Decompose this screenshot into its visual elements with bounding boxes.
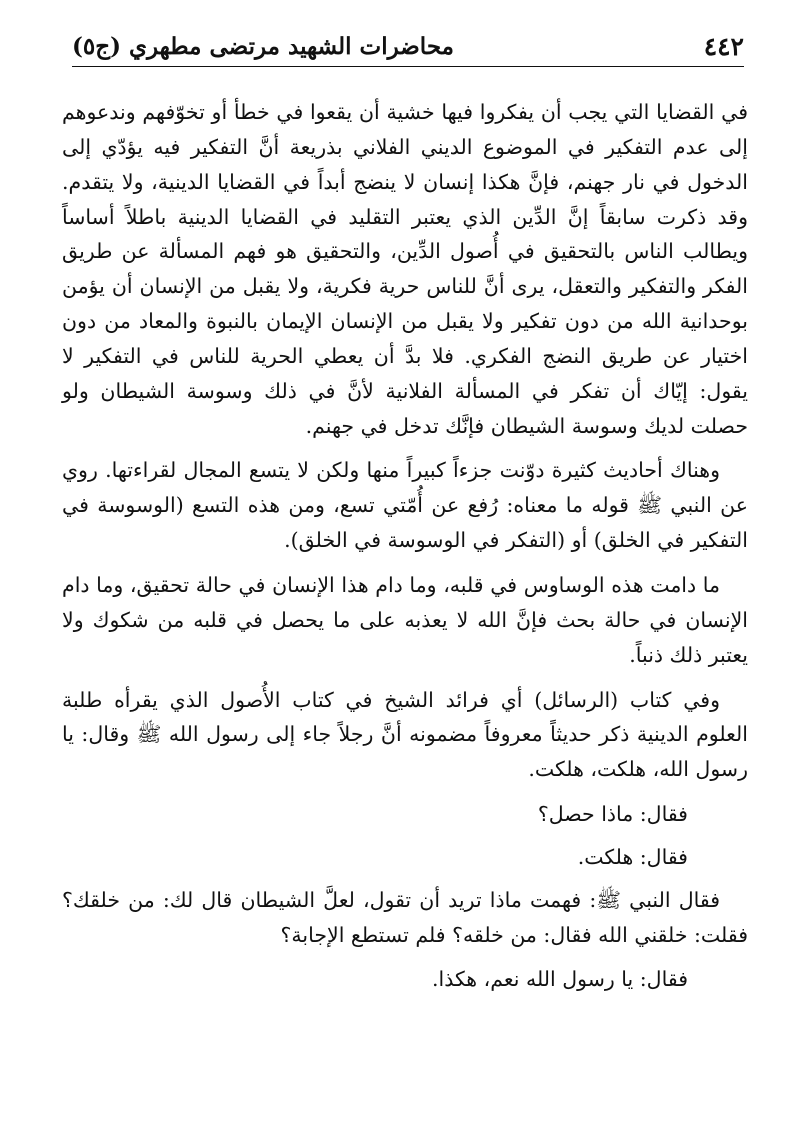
closing-line: فقال: يا رسول الله نعم، هكذا. — [432, 967, 688, 992]
paragraph-1: في القضايا التي يجب أن يفكروا فيها خشية أن يقعوا في خطأ أو تخوّفهم وندعوهم إلى عدم التفكير في الموضوع الديني الفلاني بذريعة أنَّ التفكير فيه يؤدّي إلى الدخول في نار جهنم، فإنَّ هكذا إنسان لا ينضج أبداً في القضايا الدينية، ولا يتقدم. وقد ذكرت سابقاً إنَّ الدِّين الذي يعتبر التقليد في القضايا الدينية باطلاً أساساً ويطالب الناس بالتحقيق في أُصول الدِّين، والتحقيق هو فهم المسألة عن طريق الفكر والتفكير والتعقل، يرى أنَّ للناس حرية فكرية، ولا يقبل من الإنسان أن يؤمن بوحدانية الله من دون تفكير ولا يقبل من الإنسان الإيمان بالنبوة والمعاد من دون اختيار عن طريق النضج الفكري. فلا بدَّ أن يعطي الحرية للناس في التفكير لا يقول: إيّاك أن تفكر في المسألة الفلانية لأنَّ في ذلك وسوسة الشيطان ولو حصلت لديك وسوسة الشيطان فإنَّك تدخل في جهنم. — [62, 100, 748, 438]
page-number: ٤٤٢ — [703, 31, 744, 61]
page-body — [62, 95, 748, 1005]
running-header — [72, 26, 744, 67]
paragraph-3: ما دامت هذه الوساوس في قلبه، وما دام هذا الإنسان في حالة تحقيق، وما دام الإنسان في حالة بحث فإنَّ الله لا يعذبه على ما يحصل في قلبه من شكوك ولا يعتبر ذلك ذنباً. — [62, 572, 748, 667]
dialogue-line-1: فقال: ماذا حصل؟ — [537, 802, 688, 827]
paragraph-2: وهناك أحاديث كثيرة دوّنت جزءاً كبيراً منها ولكن لا يتسع المجال لقراءتها. روي عن النبي ﷺ قوله ما معناه: رُفع عن أُمّتي تسع، ومن هذه التسع (الوسوسة في التفكير في الخلق) أو (التفكر في الوسوسة في الخلق). — [62, 458, 748, 553]
book-title: محاضرات الشهيد مرتضى مطهري (ج٥) — [72, 32, 454, 60]
paragraph-4: وفي كتاب (الرسائل) أي فرائد الشيخ في كتاب الأُصول الذي يقرأه طلبة العلوم الدينية ذكر حديثاً معروفاً مضمونه أنَّ رجلاً جاء إلى رسول الله ﷺ وقال: يا رسول الله، هلكت، هلكت. — [62, 687, 748, 782]
dialogue-line-2: فقال: هلكت. — [577, 844, 688, 869]
paragraph-5: فقال النبي ﷺ: فهمت ماذا تريد أن تقول، لعلَّ الشيطان قال لك: من خلقك؟ فقلت: خلقني الله فقال: من خلقه؟ فلم تستطع الإجابة؟ — [62, 887, 748, 947]
